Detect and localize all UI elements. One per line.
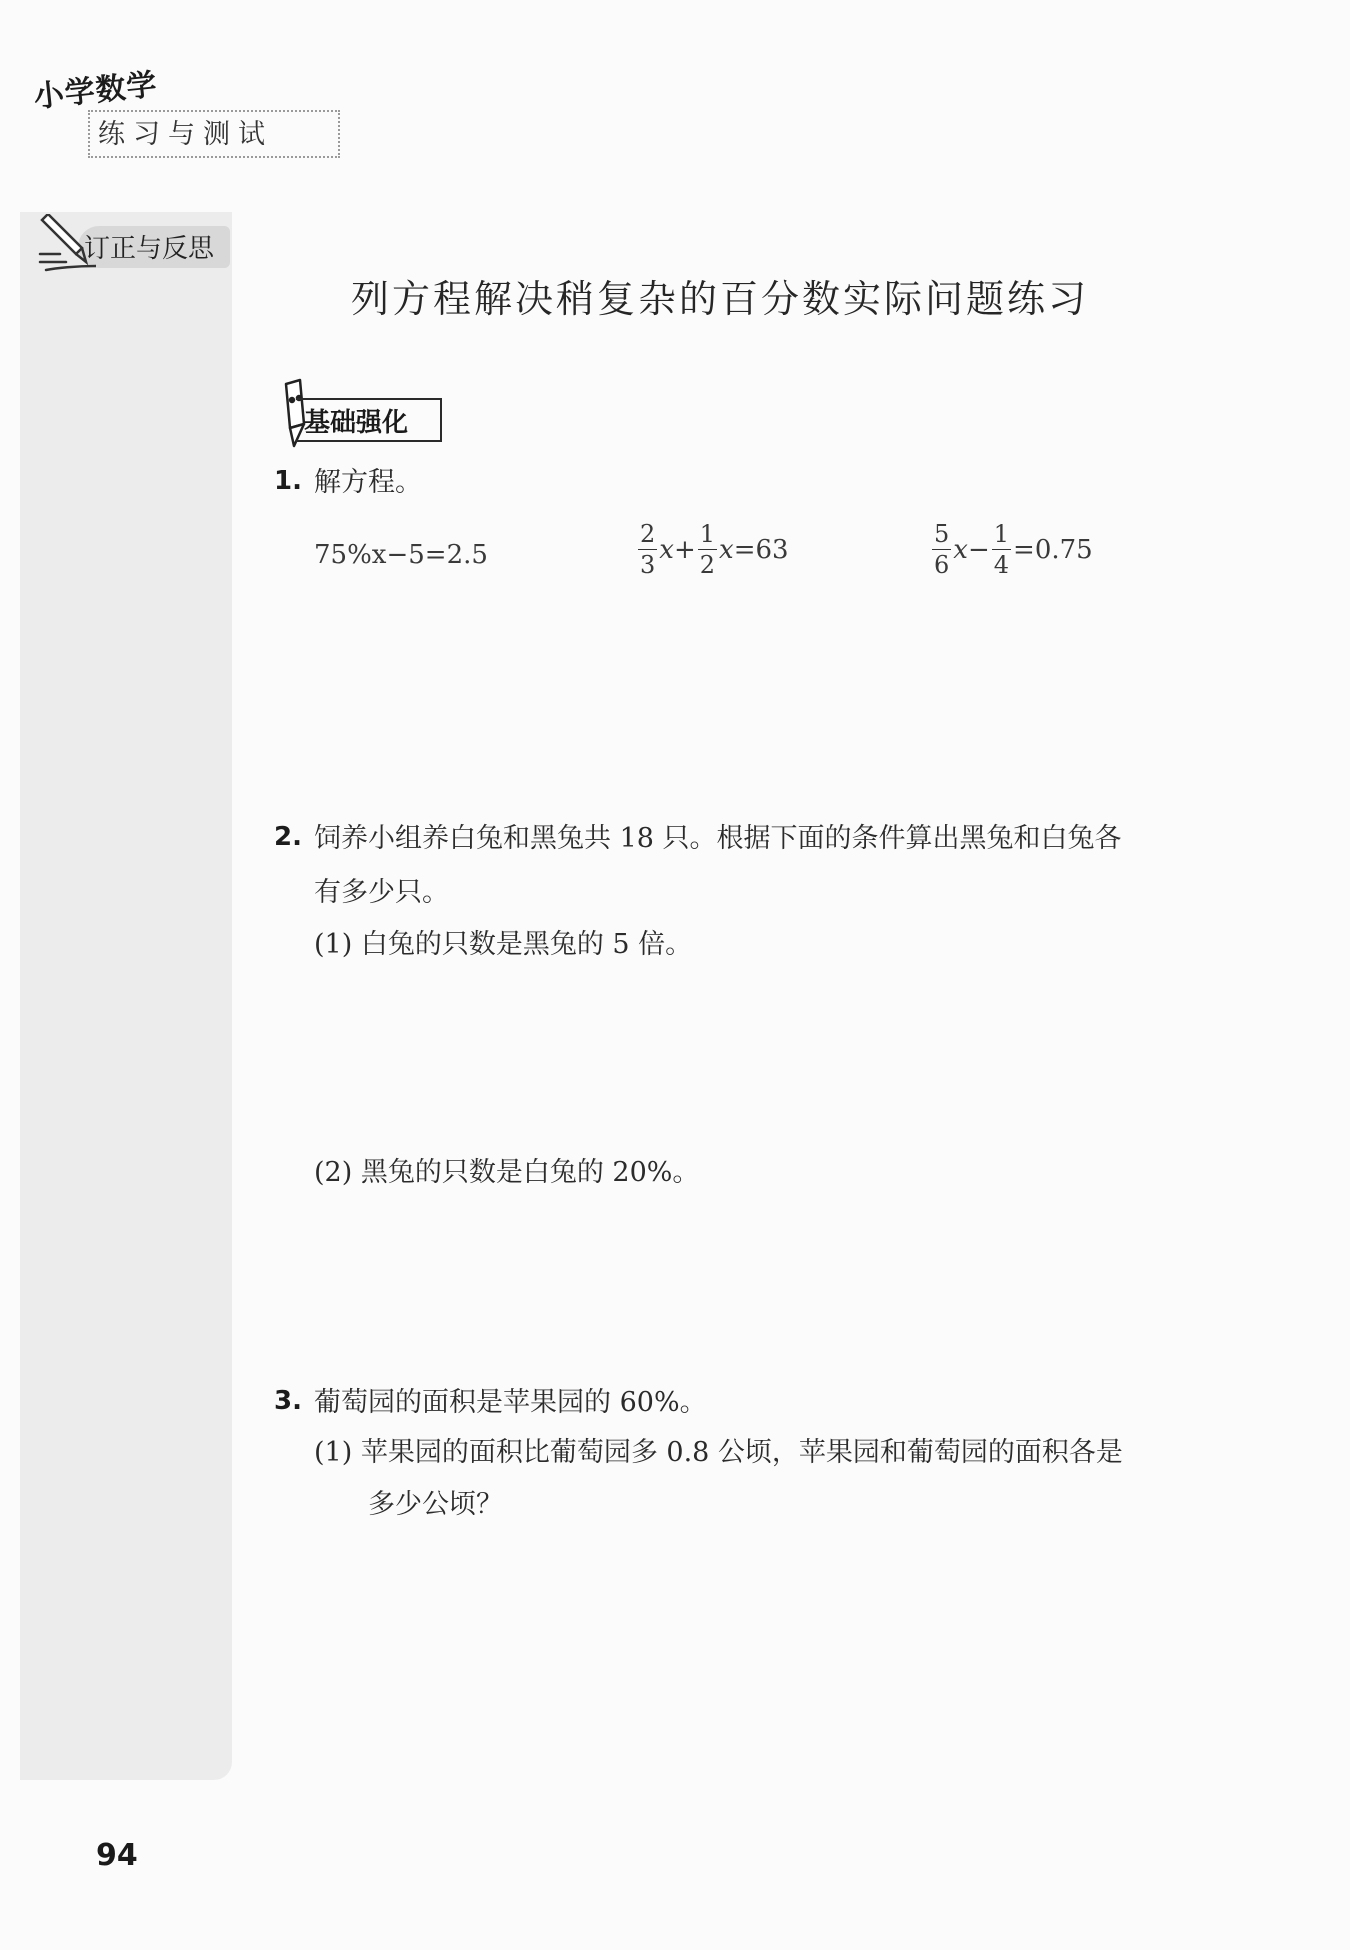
question-text: 解方程。 xyxy=(314,467,422,498)
subquestion: (1) 白兔的只数是黑兔的 5 倍。 xyxy=(314,929,693,960)
section-label: 基础强化 xyxy=(304,408,409,438)
question-text: 葡萄园的面积是苹果园的 60%。 xyxy=(314,1387,707,1418)
question-number: 3. xyxy=(274,1386,302,1416)
subquestion-continuation: 多少公顷？ xyxy=(368,1489,503,1520)
fraction xyxy=(698,522,717,577)
subquestion: (1) 苹果园的面积比葡萄园多 0.8 公顷，苹果园和葡萄园的面积各是 xyxy=(314,1437,1123,1468)
numerator: 2 xyxy=(640,520,656,548)
fraction xyxy=(932,522,951,577)
correction-margin xyxy=(20,212,232,1780)
numerator: 5 xyxy=(934,520,950,548)
right-hand-side: =63 xyxy=(733,534,789,565)
question-text-line1: 饲养小组养白兔和黑兔共 18 只。根据下面的条件算出黑兔和白兔各 xyxy=(314,823,1122,854)
equation-3 xyxy=(930,522,1093,577)
margin-label: 订正与反思 xyxy=(84,234,215,264)
fraction xyxy=(638,522,657,577)
denominator: 3 xyxy=(640,551,656,579)
right-hand-side: =0.75 xyxy=(1013,534,1093,565)
question-text-line2: 有多少只。 xyxy=(314,877,449,908)
numerator: 1 xyxy=(993,520,1010,548)
denominator: 2 xyxy=(699,551,716,579)
fraction xyxy=(992,522,1011,577)
brand-subtitle: 练习与测试 xyxy=(98,119,273,150)
brand-title: 小学数学 xyxy=(32,67,160,116)
question-number: 2. xyxy=(274,822,302,852)
numerator: 1 xyxy=(699,520,716,548)
operator: − xyxy=(967,534,990,565)
page-number: 94 xyxy=(96,1838,138,1873)
equation-2 xyxy=(636,522,789,577)
variable: x xyxy=(953,534,968,565)
question-number: 1. xyxy=(274,466,302,496)
denominator: 6 xyxy=(934,551,950,579)
page-title: 列方程解决稍复杂的百分数实际问题练习 xyxy=(350,277,1089,321)
variable: x xyxy=(659,534,674,565)
operator: + xyxy=(673,534,696,565)
denominator: 4 xyxy=(993,551,1010,579)
variable: x xyxy=(719,534,734,565)
subquestion: (2) 黑兔的只数是白兔的 20%。 xyxy=(314,1157,700,1188)
equation-1: 75%x−5=2.5 xyxy=(314,540,488,570)
